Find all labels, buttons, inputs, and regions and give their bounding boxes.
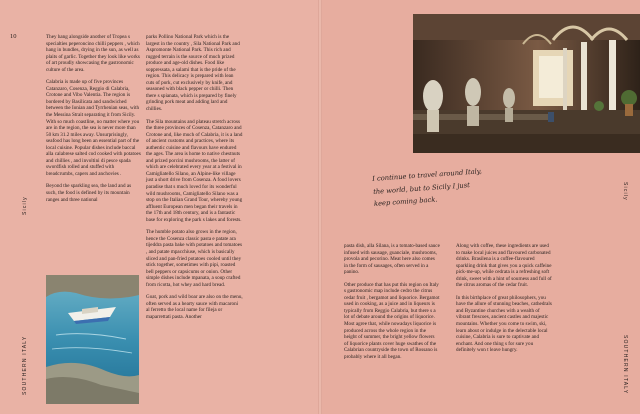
col1-para-1: They hang alongside another of Tropea s specialties peperoncino chilli peppers , which hang in bundles, drying in the sun, as well as plaits of garlic. Together they look like works of art proudly showcasing the gastronomic culture of the area. [46,34,140,73]
text-column-1 [46,34,141,209]
page-number: 10 [10,33,17,40]
col2-para-4: Goat, pork and wild boar are also on the menu, often served as a hearty sauce with macaroni al ferretto the local name for fileja or maparrettati pasta. Another [146,294,243,320]
side-label-sicily-left: Sicily [22,196,28,215]
side-label-sicily-right: Sicily [622,182,628,201]
text-column-2 [146,34,243,326]
col4-para-1: Along with coffee, these ingredients are used to make local juices and flavoured carbonated drinks. Brasilena is a coffee-flavoured sparkling drink that gives you a quick caffeine pick-me-up, while cedrata is a refreshing soft drink, sweet with a hint of sourness and full of the citrus aromas of the cedar fruit. [456,243,552,289]
col2-para-2: The Sila mountains and plateau stretch across the three provinces of Cosenza, Catanzaro and Crotone and, like much of Calabria, it is a land of ancient customs and practices, where its authentic cuisine and flavours have endured the ages. The area is home to native chestnuts and prized porcini mushrooms, the latter of which are celebrated every year at a festival in Camigliatello Silano, an Alpine-like village just a short drive from Cosenza. A food lovers paradise that s much loved for its wonderful wild mushrooms, Camigliatello Silano was a stop on the Italian Grand Tour, whereby young affluent European men began their travels in the 17th and 18th century, and is a fantastic base for exploring the park s lakes and forests. [146,118,243,223]
book-gutter [318,0,322,414]
quote-line-1: I continue to travel around Italy, [372,167,483,183]
harbour-boat-photo [46,275,139,404]
text-column-4 [456,243,554,360]
col3-para-1: pasta dish, alla Silana, is a tomato-based sauce infused with sausage, guanciale, mushrooms, provola and pecorino. Meat here also comes in the form of sausages, often served in a panino. [344,243,440,276]
palace-colonnade-photo [413,14,640,153]
col1-para-3: Beyond the sparkling sea, the land and as such, the food is defined by its mountain ranges and three national [46,183,132,203]
side-label-region-right: SOUTHERN ITALY [622,335,628,395]
col4-para-2: In this birthplace of great philosophers, you have the allure of stunning beaches, cathedrals and Byzantine churches with a wealth of vibrant frescoes, ancient castles and majestic mountains. Whether you come to swim, ski, learn about or indulge in the delectable local cuisine, Calabria is sure to captivate and enchant. And one thing s for sure you definitely won t leave hungry. [456,294,552,354]
text-column-3 [344,243,440,366]
side-label-region-left: SOUTHERN ITALY [22,335,28,395]
col2-para-3: The humble potato also grows in the region, hence the Cosenza classic pasta e patate ara tijeddra pasta bake with potatoes and tomatoes , and patate mpacchiuse, which is basically sliced and pan-fried potatoes cooled until they stick together, sometimes with pipi, roasted bell peppers or capsicums or onion. Other simple dishes include mpanata, a soup crafted from ricotta, hot whey and hard bread. [146,229,242,288]
quote-line-2: the world, but to Sicily I just [372,180,471,196]
col3-para-2: Other produce that has put this region on Italy s gastronomic map include cedro the citrus cedar fruit , bergamot and liquorice. Bergamot used in cooking, as a juice and in liqueurs is typically from Reggio Calabria, but there s a lot of debate around the origins of liquorice. Most agree that, while nowadays liquorice is produced across the whole region in the height of summer, the bright yellow flowers of liquorice plants cover huge swathes of the Calabrian countryside the town of Rossano is probably where it all began. [344,281,440,360]
col1-para-2: Calabria is made up of five provinces Catanzaro, Cosenza, Reggio di Calabria, Crotone and Vibo Valentia. The region is bordered by Basilicata and sandwiched between the Ionian and Tyrrhenian seas, with the Messina Strait separating it from Sicily. With so much coastline, no matter where you are in the region, the sea is never more than 50 km 31.2 miles away. Unsurprisingly, seafood has long been an essential part of the local cuisine. Popular dishes include baccal alla calabrese salted cod cooked with potatoes and chillies , and involtini di pesce spada swordfish rolled and stuffed with breadcrumbs, capers and anchovies . [46,79,141,177]
quote-line-3: keep coming back. [373,195,438,208]
col2-para-1: parks Pollino National Park which is the largest in the country , Sila National Park and Aspromonte National Park. This rich and rugged terrain is the source of much prized produce and age-old dishes. Food like soppressata, a salami that is the pride of the region. This delicacy is prepared with lean cuts of pork, cut exclusively by knife, and seasoned with black pepper or chilli. Then there s spianata, which is prepared by finely grinding pork meat and adding lard and chillies. [146,34,240,113]
